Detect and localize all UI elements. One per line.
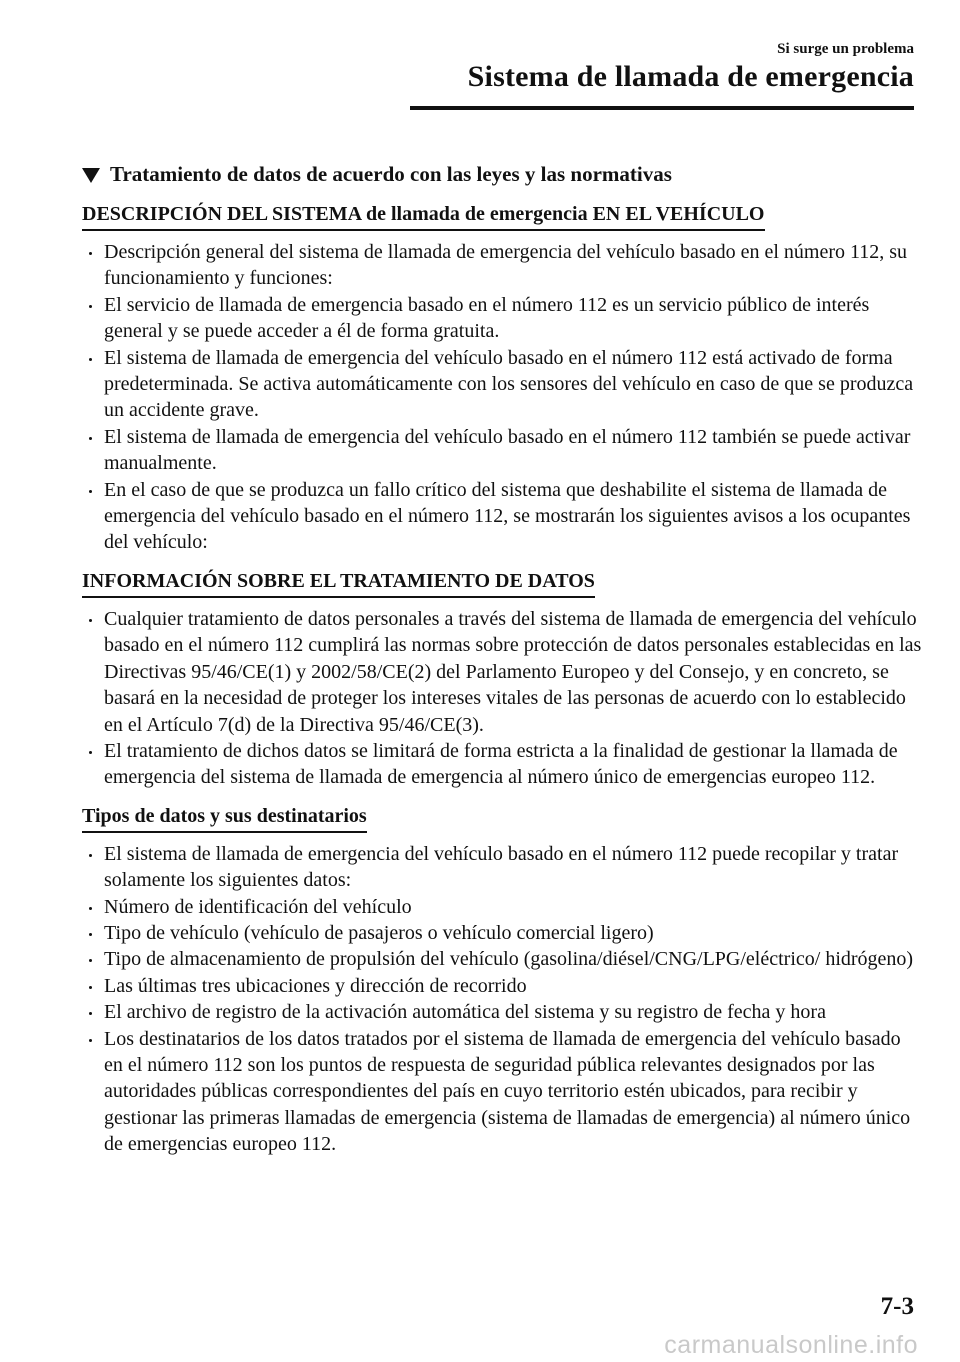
subsection-description	[82, 201, 922, 556]
list-item: En el caso de que se produzca un fallo crítico del sistema que deshabilite el sistema de llamada de emergencia del vehículo basado en el número 112, se mostrarán los siguientes avisos a los ocupantes del vehículo:	[82, 477, 922, 556]
list-item: Cualquier tratamiento de datos personales a través del sistema de llamada de emergencia del vehículo basado en el número 112 cumplirá las normas sobre protección de datos personales establecidas en las Directivas 95/46/CE(1) y 2002/58/CE(2) del Parlamento Europeo y del Consejo, y en concreto, se basará en la necesidad de proteger los intereses vitales de las personas de acuerdo con lo establecido en el Artículo 7(d) de la Directiva 95/46/CE(3).	[82, 606, 922, 738]
page-title: Sistema de llamada de emergencia	[467, 60, 914, 93]
header-divider	[410, 106, 914, 110]
subsection-heading: Tipos de datos y sus destinatarios	[82, 803, 367, 833]
list-item: El archivo de registro de la activación automática del sistema y su registro de fecha y hora	[82, 999, 922, 1025]
subsection-heading: DESCRIPCIÓN DEL SISTEMA de llamada de emergencia EN EL VEHÍCULO	[82, 201, 765, 231]
list-item: Tipo de almacenamiento de propulsión del vehículo (gasolina/diésel/CNG/LPG/eléctrico/ hidrógeno)	[82, 946, 922, 972]
section-title	[82, 160, 922, 188]
section-title-text: Tratamiento de datos de acuerdo con las leyes y las normativas	[110, 162, 672, 186]
subsection-heading: INFORMACIÓN SOBRE EL TRATAMIENTO DE DATOS	[82, 568, 595, 598]
list-item: Descripción general del sistema de llamada de emergencia del vehículo basado en el número 112, su funcionamiento y funciones:	[82, 239, 922, 292]
page-number: 7-3	[880, 1293, 914, 1320]
list-item: El tratamiento de dichos datos se limitará de forma estricta a la finalidad de gestionar la llamada de emergencia del sistema de llamada de emergencia al número único de emergencias europeo 112.	[82, 738, 922, 791]
list-item: Número de identificación del vehículo	[82, 894, 922, 920]
subsection-data-types	[82, 803, 922, 1158]
list-item: El sistema de llamada de emergencia del vehículo basado en el número 112 puede recopilar y tratar solamente los siguientes datos:	[82, 841, 922, 894]
bullet-list	[82, 841, 922, 1158]
bullet-list	[82, 606, 922, 791]
chapter-title: Si surge un problema	[777, 41, 914, 57]
list-item: Las últimas tres ubicaciones y dirección de recorrido	[82, 973, 922, 999]
list-item: El servicio de llamada de emergencia basado en el número 112 es un servicio público de interés general y se puede acceder a él de forma gratuita.	[82, 292, 922, 345]
list-item: El sistema de llamada de emergencia del vehículo basado en el número 112 también se puede activar manualmente.	[82, 424, 922, 477]
down-triangle-icon	[82, 168, 100, 183]
watermark: carmanualsonline.info	[664, 1331, 918, 1359]
bullet-list	[82, 239, 922, 556]
subsection-data-processing	[82, 568, 922, 791]
main-content	[82, 160, 922, 1170]
list-item: Los destinatarios de los datos tratados por el sistema de llamada de emergencia del vehículo basado en el número 112 son los puntos de respuesta de seguridad pública relevantes designados por las autoridades públicas correspondientes del país en cuyo territorio estén ubicados, para recibir y gestionar las primeras llamadas de emergencia (sistema de llamadas de emergencia) al número único de emergencias europeo 112.	[82, 1026, 922, 1158]
list-item: Tipo de vehículo (vehículo de pasajeros o vehículo comercial ligero)	[82, 920, 922, 946]
list-item: El sistema de llamada de emergencia del vehículo basado en el número 112 está activado de forma predeterminada. Se activa automáticamente con los sensores del vehículo en caso de que se produzca un accidente grave.	[82, 345, 922, 424]
page-header	[468, 40, 914, 96]
